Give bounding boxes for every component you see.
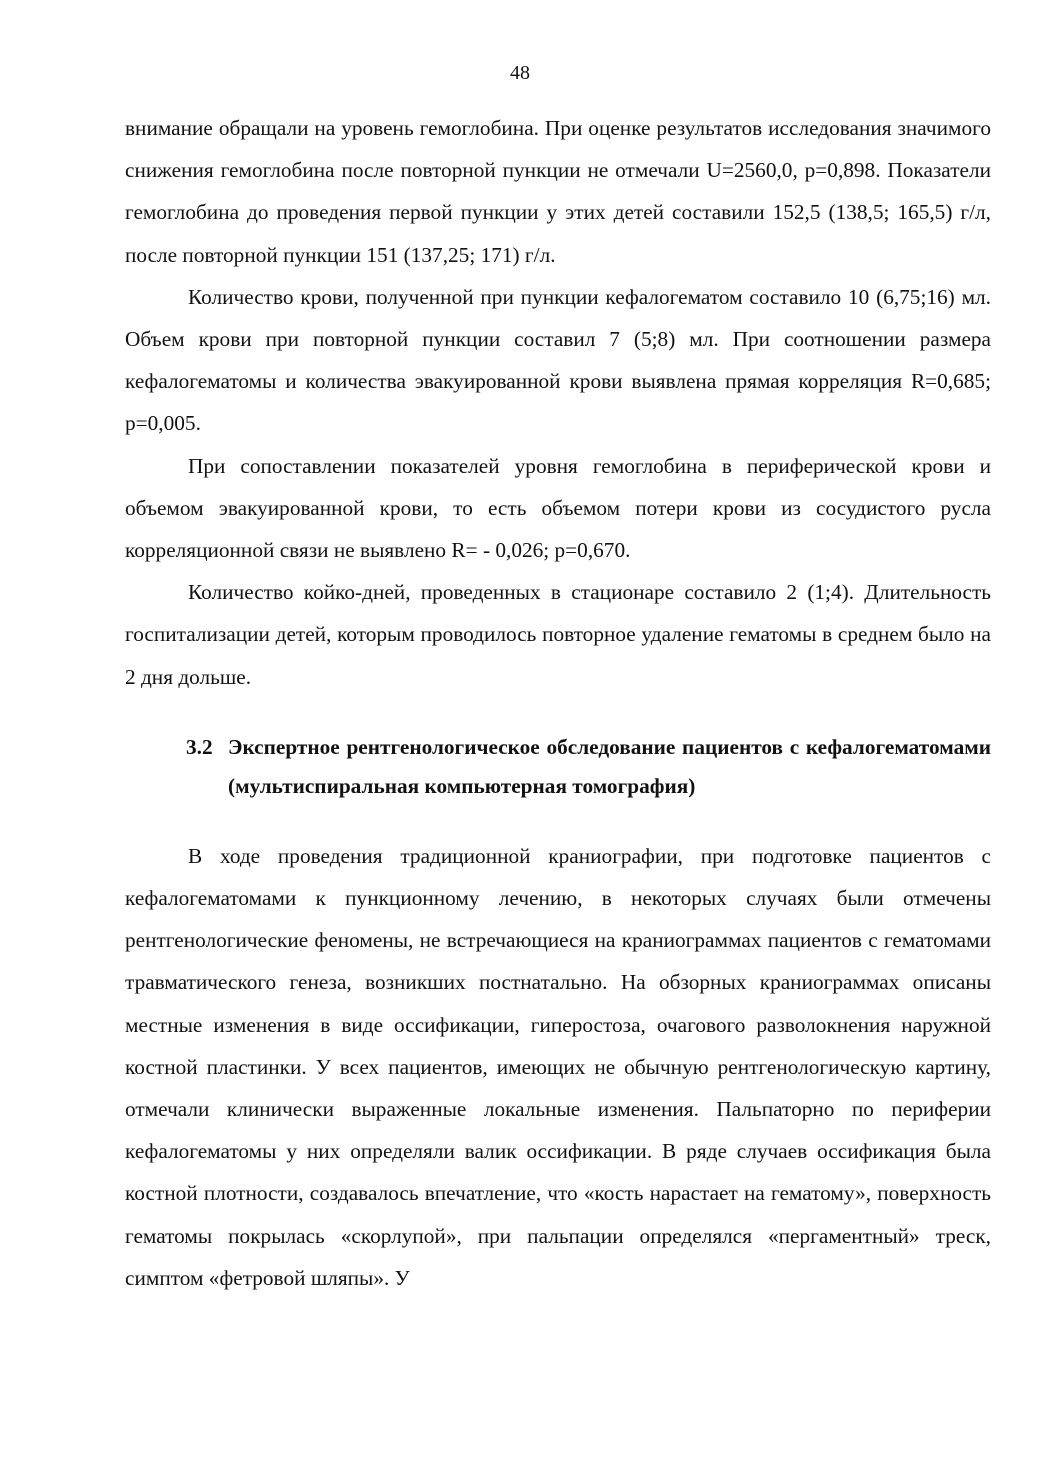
- section-heading: [125, 728, 991, 806]
- paragraph-craniography: В ходе проведения традиционной краниографии, при подготовке пациентов с кефалогематомами к пункционному лечению, в некоторых случаях были отмечены рентгенологические феномены, не встречающиеся на краниограммах пациентов с гематомами травматического генеза, возникших постнатально. На обзорных краниограммах описаны местные изменения в виде оссификации, гиперостоза, очагового разволокнения наружной костной пластинки. У всех пациентов, имеющих не обычную рентгенологическую картину, отмечали клинически выраженные локальные изменения. Пальпаторно по периферии кефалогематомы у них определяли валик оссификации. В ряде случаев оссификация была костной плотности, создавалось впечатление, что «кость нарастает на гематому», поверхность гематомы покрылась «скорлупой», при пальпации определялся «пергаментный» треск, симптом «фетровой шляпы». У: [125, 843, 991, 1290]
- page-body: [125, 107, 991, 1299]
- paragraph-blood-volume: Количество крови, полученной при пункции кефалогематом составило 10 (6,75;16) мл. Объем крови при повторной пункции составил 7 (5;8) мл. При соотношении размера кефалогематомы и количества эвакуированной крови выявлена прямая корреляция R=0,685; p=0,005.: [125, 284, 991, 436]
- paragraph-hospital-days: Количество койко-дней, проведенных в стационаре составило 2 (1;4). Длительность госпитализации детей, которым проводилось повторное удаление гематомы в среднем было на 2 дня дольше.: [125, 580, 991, 689]
- paragraph-hemoglobin: внимание обращали на уровень гемоглобина. При оценке результатов исследования значимого снижения гемоглобина после повторной пункции не отмечали U=2560,0, p=0,898. Показатели гемоглобина до проведения первой пункции у этих детей составили 152,5 (138,5; 165,5) г/л, после повторной пункции 151 (137,25; 171) г/л.: [125, 116, 991, 267]
- page-number: 48: [510, 62, 530, 84]
- section-title: Экспертное рентгенологическое обследование пациентов с кефалогематомами (мультиспиральная компьютерная томография): [228, 734, 991, 798]
- paragraph-correlation: При сопоставлении показателей уровня гемоглобина в периферической крови и объемом эвакуированной крови, то есть объемом потери крови из сосудистого русла корреляционной связи не выявлено R= - 0,026; p=0,670.: [125, 453, 991, 563]
- section-number: 3.2: [186, 734, 213, 759]
